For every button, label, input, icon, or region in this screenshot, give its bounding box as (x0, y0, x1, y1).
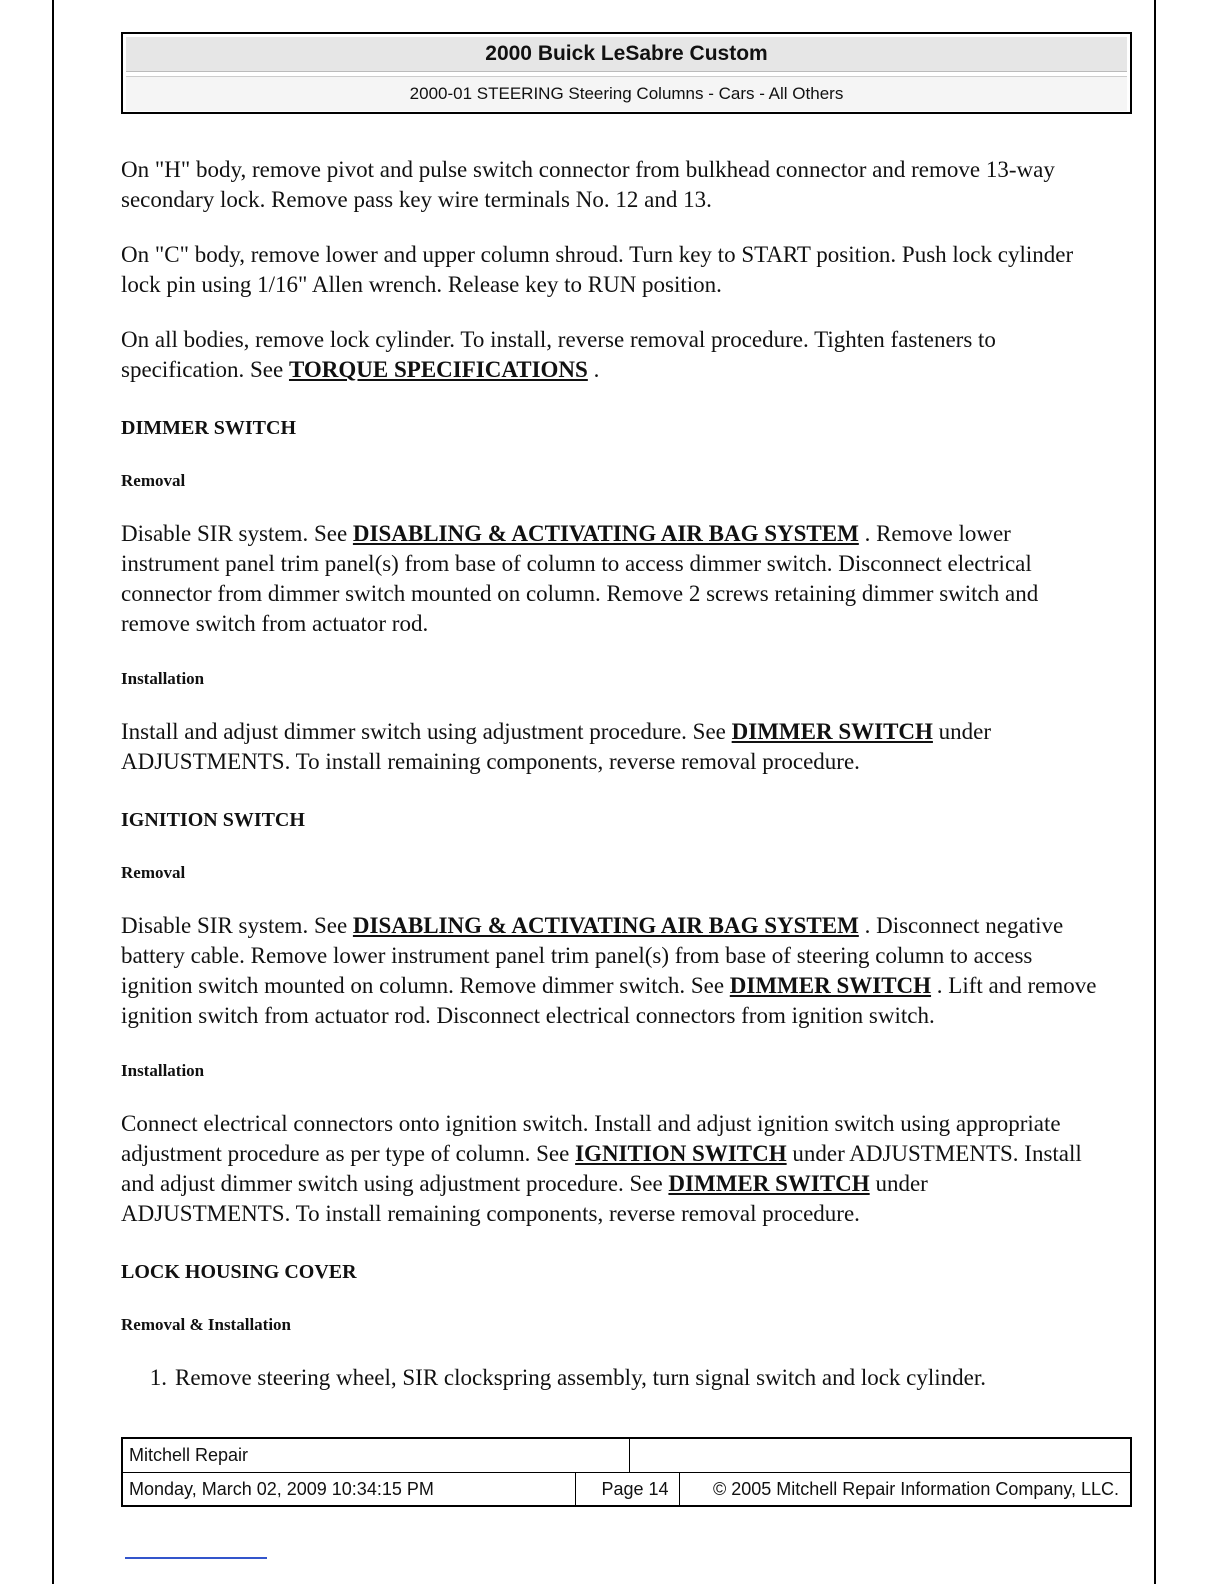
document-header (121, 32, 1132, 114)
airbag-system-link[interactable]: DISABLING & ACTIVATING AIR BAG SYSTEM (352, 521, 859, 546)
subheading-removal-installation: Removal & Installation (121, 1315, 291, 1334)
subheading-ignition-installation: Installation (121, 1061, 205, 1080)
footer-divider (679, 1472, 680, 1505)
footer-divider (575, 1472, 576, 1505)
paragraph-ignition-installation: Connect electrical connectors onto ignition switch. Install and adjust ignition switch using appropriate adjustment procedure as per type of column. See IGNITION SWITCH under ADJUSTMENTS. Install and adjust dimmer switch using adjustment procedure. See DIMMER SWITCH under ADJUSTMENTS. To install remaining components, reverse removal procedure. (121, 1111, 1082, 1226)
paragraph-h-body: On "H" body, remove pivot and pulse switch connector from bulkhead connector and remove 13-way secondary lock. Remove pass key wire terminals No. 12 and 13. (121, 157, 1055, 212)
footer-divider (629, 1439, 630, 1472)
paragraph-dimmer-removal: Disable SIR system. See DISABLING & ACTIVATING AIR BAG SYSTEM . Remove lower instrument panel trim panel(s) from base of column to access dimmer switch. Disconnect electrical connector from dimmer switch mounted on column. Remove 2 screws retaining dimmer switch and remove switch from actuator rod. (121, 521, 1039, 636)
section-heading-dimmer-switch: DIMMER SWITCH (121, 417, 297, 439)
airbag-system-link[interactable]: DISABLING & ACTIVATING AIR BAG SYSTEM (352, 913, 859, 938)
paragraph-dimmer-installation: Install and adjust dimmer switch using adjustment procedure. See DIMMER SWITCH under ADJUSTMENTS. To install remaining components, reverse removal procedure. (121, 719, 992, 774)
paragraph-c-body: On "C" body, remove lower and upper column shroud. Turn key to START position. Push lock cylinder lock pin using 1/16" Allen wrench. Release key to RUN position. (121, 242, 1074, 297)
footer-company: Mitchell Repair (129, 1445, 249, 1465)
list-item-text: Remove steering wheel, SIR clockspring assembly, turn signal switch and lock cylinder. (175, 1365, 987, 1390)
section-heading-lock-housing-cover: LOCK HOUSING COVER (121, 1261, 357, 1283)
dimmer-switch-link[interactable]: DIMMER SWITCH (731, 719, 933, 744)
dimmer-switch-link[interactable]: DIMMER SWITCH (729, 973, 932, 998)
list-item-number: 1. (149, 1365, 167, 1390)
dimmer-switch-link[interactable]: DIMMER SWITCH (668, 1171, 870, 1196)
ignition-switch-link[interactable]: IGNITION SWITCH (575, 1141, 787, 1166)
document-title: 2000 Buick LeSabre Custom (126, 37, 1127, 72)
subheading-dimmer-installation: Installation (121, 669, 205, 688)
subheading-ignition-removal: Removal (121, 863, 186, 882)
footer-page-number: Page 14 (601, 1478, 669, 1499)
document-subtitle: 2000-01 STEERING Steering Columns - Cars - All Others (126, 76, 1127, 111)
list-item (121, 1363, 1101, 1393)
footer-datetime: Monday, March 02, 2009 10:34:15 PM (129, 1478, 434, 1499)
subheading-dimmer-removal: Removal (121, 471, 186, 490)
section-heading-ignition-switch: IGNITION SWITCH (121, 809, 305, 831)
torque-specifications-link[interactable]: TORQUE SPECIFICATIONS (288, 357, 588, 382)
document-footer (121, 1437, 1132, 1507)
document-body (121, 152, 1101, 1393)
footer-copyright: © 2005 Mitchell Repair Information Company, LLC. (712, 1478, 1120, 1499)
paragraph-ignition-removal: Disable SIR system. See DISABLING & ACTIVATING AIR BAG SYSTEM . Disconnect negative battery cable. Remove lower instrument panel trim panel(s) from base of steering column to access ignition switch mounted on column. Remove dimmer switch. See DIMMER SWITCH . Lift and remove ignition switch from actuator rod. Disconnect electrical connectors from ignition switch. (121, 913, 1097, 1028)
footer-divider (123, 1472, 1130, 1473)
bottom-link-underline (125, 1557, 267, 1559)
paragraph-all-bodies: On all bodies, remove lock cylinder. To install, reverse removal procedure. Tighten fasteners to specification. See TORQUE SPECIFICATIONS . (121, 327, 996, 382)
